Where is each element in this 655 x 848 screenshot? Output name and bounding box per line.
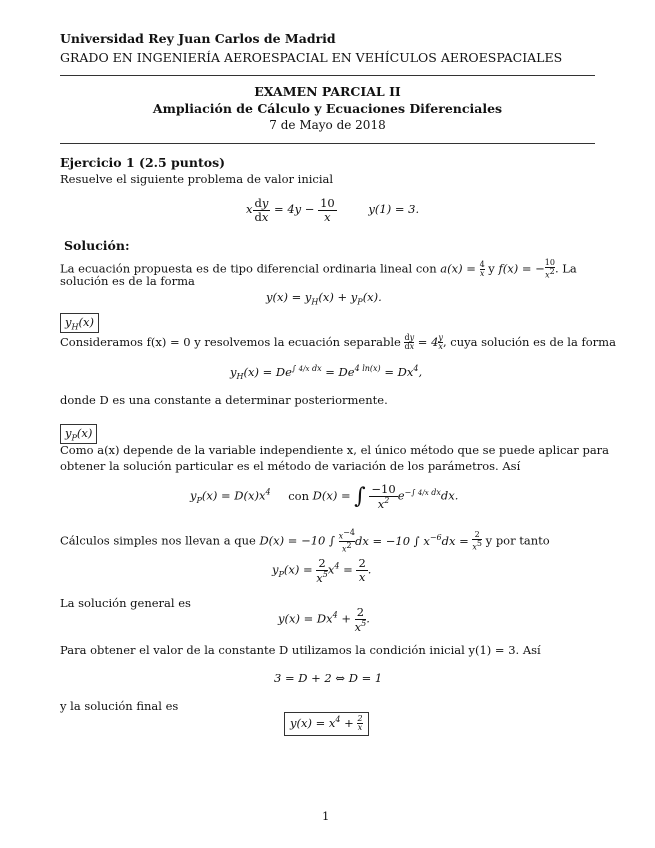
exercise-heading: Ejercicio 1 (2.5 puntos) bbox=[60, 155, 226, 170]
degree-name: GRADO EN INGENIERÍA AEROESPACIAL EN VEHÍCULOS AEROESPACIALES bbox=[60, 50, 563, 65]
yh-solution-equation: $y_H(x) = De^{\int 4/x dx} = De^{4 ln(x)} = Dx^4$, bbox=[230, 364, 423, 382]
yp-section-label: $y_P(x)$ bbox=[60, 424, 97, 444]
paragraph-6: La solución general es bbox=[60, 596, 191, 610]
final-solution-box: $y(x) = x^4$ + $\frac{2}{x}$ bbox=[284, 712, 369, 736]
paragraph-7: Para obtener el valor de la constante D utilizamos la condición inicial y(1) = 3. Así bbox=[60, 643, 541, 657]
exam-title: EXAMEN PARCIAL II bbox=[254, 84, 401, 99]
exam-date: 7 de Mayo de 2018 bbox=[269, 118, 386, 132]
ode-equation: x $\frac{dy}{dx}$ = 4y − $\frac{10}{x}$ y(1) = 3. bbox=[246, 196, 420, 224]
header-divider bbox=[60, 75, 595, 76]
paragraph-2: Consideramos f(x) = 0 y resolvemos la ecuación separable $\frac{dy}{dx}$ = 4 $\frac{y}{x}$ , cuya solución es de la forma bbox=[60, 333, 616, 352]
paragraph-3: donde D es una constante a determinar posteriormente. bbox=[60, 393, 388, 407]
title-divider bbox=[60, 143, 595, 144]
yh-section-label: $y_H(x)$ bbox=[60, 313, 99, 333]
constant-equation: 3 = D + 2 ⇔ D = 1 bbox=[274, 671, 383, 685]
paragraph-1: La ecuación propuesta es de tipo diferencial ordinaria lineal con a(x) = $\frac{4}{x}$ y f(x) = − $\frac{10}{x^2}$ . La bbox=[60, 258, 577, 281]
general-form-equation: $y(x) = y_H(x) + y_P(x)$. bbox=[266, 290, 382, 307]
exam-subject: Ampliación de Cálculo y Ecuaciones Diferenciales bbox=[152, 101, 503, 116]
paragraph-5: Cálculos simples nos llevan a que D(x) = −10 ∫ $\frac{x^{-4}}{x^2}$ dx = −10 ∫ $x^{-6}dx$ = $\frac{2}{x^5}$ y por tanto bbox=[60, 528, 550, 554]
variation-parameters-equation: $y_P(x) = D(x)x^4$ con D(x) = ∫ $\frac{-10}{x^2}$ $e^{-\int 4/x dx}dx$. bbox=[190, 482, 459, 511]
paragraph-8: y la solución final es bbox=[60, 699, 179, 713]
particular-solution-equation: $y_P(x)$ = $\frac{2}{x^5}$ $x^4$ = $\frac{2}{x}$ . bbox=[272, 556, 372, 585]
general-solution-equation: $y(x) = Dx^4$ + $\frac{2}{x^5}$ . bbox=[278, 605, 370, 634]
page-number: 1 bbox=[322, 809, 330, 823]
exercise-statement: Resuelve el siguiente problema de valor inicial bbox=[60, 172, 334, 186]
university-name: Universidad Rey Juan Carlos de Madrid bbox=[60, 31, 336, 46]
paragraph-4-line1: Como a(x) depende de la variable independiente x, el único método que se puede aplicar para bbox=[60, 443, 610, 457]
paragraph-4-line2: obtener la solución particular es el método de variación de los parámetros. Así bbox=[60, 459, 521, 473]
paragraph-1-line2: solución es de la forma bbox=[60, 274, 195, 288]
solution-heading: Solución: bbox=[64, 238, 130, 253]
